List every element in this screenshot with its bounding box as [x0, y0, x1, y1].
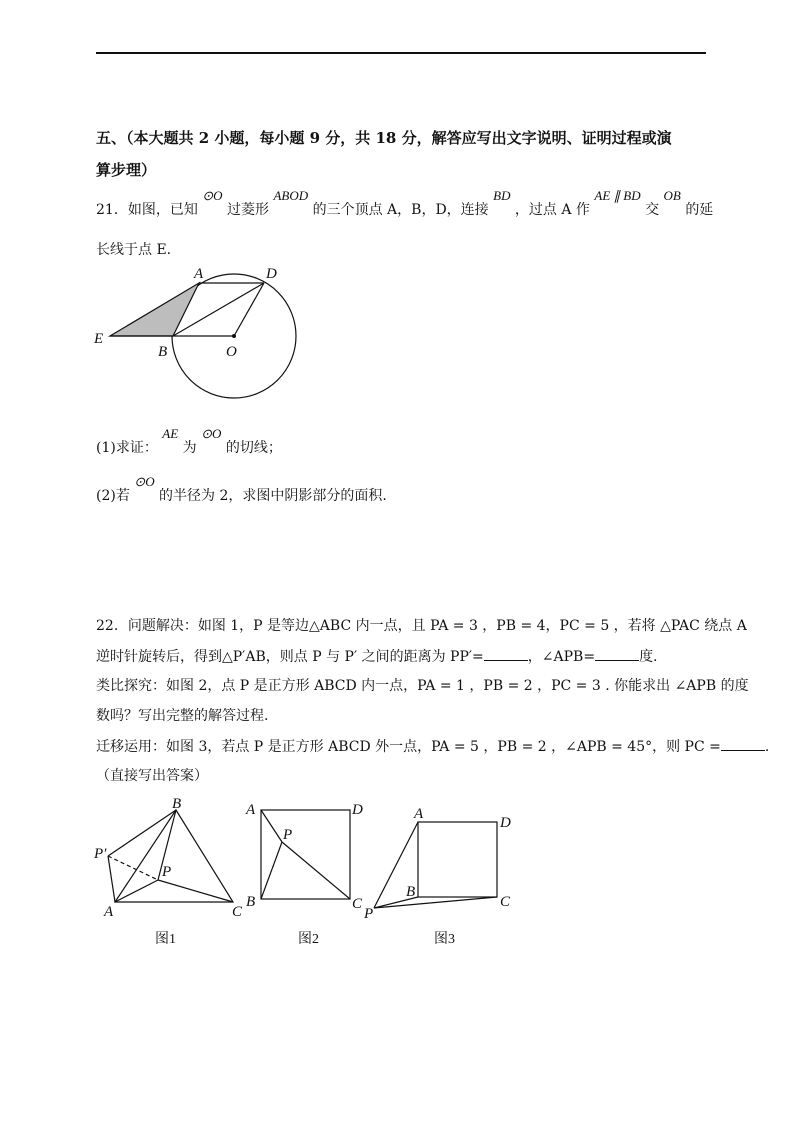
fig2-label-d: D	[352, 802, 363, 818]
q21-intro-d: ，过点 A 作	[514, 202, 590, 218]
q21-part2-suffix: 的半径为 2，求图中阴影部分的面积.	[159, 488, 387, 504]
q21-part1-prefix: (1)求证：	[96, 440, 158, 456]
q22-line3: 类比探究：如图 2，点 P 是正方形 ABCD 内一点，PA = 1 ，PB = 2 ，PC = 3 . 你能求出 ∠APB 的度	[96, 678, 749, 694]
fig2-label-b: B	[246, 894, 256, 910]
fig1-caption: 图1	[155, 932, 176, 947]
segment-pc	[282, 842, 350, 899]
triangle-abc	[115, 810, 233, 902]
segment-ap1	[108, 856, 115, 902]
fig2-label-a: A	[246, 802, 256, 818]
q21-parallel: AE ∥ BD	[594, 188, 641, 203]
q22-line5-a: 迁移运用：如图 3，若点 P 是正方形 ABCD 外一点，PA = 5 ，PB = 2 ，∠APB = 45°，则 PC =	[96, 739, 721, 755]
q21-intro-a: 21．如图，已知	[96, 202, 198, 218]
q21-statement-line1	[96, 188, 714, 220]
fig1-label-p: P	[162, 864, 172, 880]
label-o: O	[226, 344, 237, 360]
q22-figure2	[240, 796, 380, 920]
q22-figure1	[90, 796, 250, 920]
fig3-label-c: C	[500, 894, 511, 910]
segment-ap	[261, 810, 282, 842]
label-d: D	[266, 266, 277, 282]
square-abcd	[261, 810, 350, 899]
q22-line6: （直接写出答案）	[96, 768, 208, 784]
label-b: B	[158, 344, 168, 360]
fig1-label-p1: P′	[94, 846, 107, 862]
q21-intro-b: 过菱形	[227, 202, 270, 218]
answer-blank-pc[interactable]	[721, 736, 765, 751]
section-heading-line2: 算步理）	[96, 161, 157, 179]
q22-line5-b: .	[764, 739, 770, 755]
q22-line2-b: ，∠APB=	[527, 649, 596, 665]
q21-part1-circle: ⊙O	[201, 426, 222, 441]
fig1-label-b: B	[172, 796, 182, 812]
fig3-label-b: B	[406, 884, 416, 900]
q22-line1: 22．问题解决：如图 1，P 是等边△ABC 内一点，且 PA = 3 ，PB = 4，PC = 5 ，若将 △PAC 绕点 A	[96, 618, 747, 634]
q21-part2	[96, 474, 387, 506]
q21-part2-circle: ⊙O	[134, 474, 155, 489]
fig3-label-d: D	[500, 815, 511, 831]
segment-do	[234, 283, 264, 336]
segment-p1p	[108, 856, 158, 880]
section-heading-line1: 五、（本大题共 2 小题，每小题 9 分，共 18 分，解答应写出文字说明、证明过程或演	[96, 129, 672, 147]
label-e: E	[94, 331, 104, 347]
q21-part1-ae: AE	[162, 426, 179, 441]
q22-line2	[96, 646, 658, 667]
fig1-label-c: C	[232, 904, 243, 920]
q21-part1	[96, 426, 282, 458]
q21-intro-c: 的三个顶点 A，B，D，连接	[312, 202, 489, 218]
q22-line4: 数吗？写出完整的解答过程.	[96, 708, 269, 724]
q21-segment-bd: BD	[493, 188, 511, 203]
q21-statement-line2: 长线于点 E.	[96, 242, 172, 258]
fig3-caption: 图3	[434, 932, 455, 947]
q22-line5	[96, 736, 769, 757]
fig3-label-a: A	[414, 806, 424, 822]
q22-line2-c: 度.	[639, 649, 658, 665]
fig1-label-a: A	[104, 904, 114, 920]
answer-blank-pp[interactable]	[484, 646, 528, 661]
q21-circle-o: ⊙O	[202, 188, 223, 203]
square-abcd	[418, 822, 497, 897]
segment-pb	[261, 842, 282, 899]
segment-pc	[374, 897, 497, 908]
segment-ap	[115, 880, 158, 902]
fig2-caption: 图2	[298, 932, 319, 947]
q21-part1-suffix: 的切线；	[225, 440, 282, 456]
fig2-label-p: P	[283, 827, 293, 843]
fig3-label-p: P	[364, 906, 374, 920]
answer-blank-apb[interactable]	[595, 646, 639, 661]
center-dot	[232, 334, 236, 338]
q21-part2-prefix: (2)若	[96, 488, 130, 504]
q21-intro-f: 的延	[685, 202, 714, 218]
q21-segment-ob: OB	[663, 188, 681, 203]
q21-rhombus-name: ABOD	[273, 188, 309, 203]
header-rule	[96, 52, 706, 54]
label-a: A	[194, 266, 204, 282]
q21-intro-e: 交	[645, 202, 660, 218]
q21-part1-mid: 为	[182, 440, 197, 456]
q22-line2-a: 逆时针旋转后，得到△P′AB，则点 P 与 P′ 之间的距离为 PP′=	[96, 649, 484, 665]
q21-figure	[90, 262, 310, 402]
fig2-label-c: C	[352, 896, 363, 912]
q22-figure3	[360, 796, 520, 920]
